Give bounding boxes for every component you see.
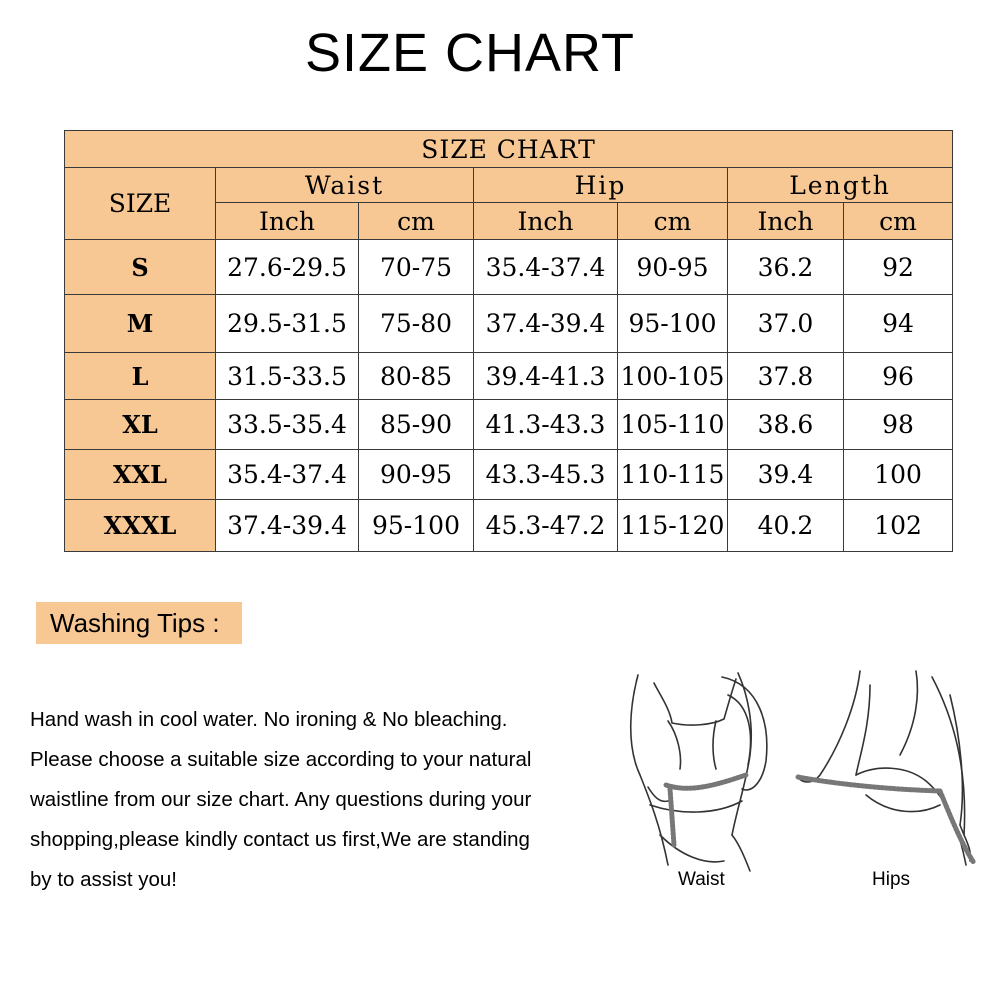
table-cell: 29.5-31.5 bbox=[216, 295, 359, 353]
unit-header: Inch bbox=[474, 203, 618, 240]
hips-caption: Hips bbox=[872, 869, 911, 890]
table-cell: 80-85 bbox=[359, 353, 474, 400]
table-cell: 39.4-41.3 bbox=[474, 353, 618, 400]
unit-header: Inch bbox=[728, 203, 844, 240]
table-cell: 37.4-39.4 bbox=[216, 500, 359, 552]
washing-tips-label: Washing Tips : bbox=[36, 602, 242, 644]
table-cell: 40.2 bbox=[728, 500, 844, 552]
washing-tips-text bbox=[30, 700, 610, 900]
table-cell: 43.3-45.3 bbox=[474, 450, 618, 500]
table-cell: 85-90 bbox=[359, 400, 474, 450]
unit-header: cm bbox=[844, 203, 953, 240]
table-caption: SIZE CHART bbox=[65, 131, 953, 168]
page-title: SIZE CHART bbox=[304, 23, 636, 83]
table-row bbox=[65, 353, 953, 400]
tips-line: Hand wash in cool water. No ironing & No bleaching. bbox=[30, 708, 508, 731]
table-row bbox=[65, 295, 953, 353]
table-cell: 37.8 bbox=[728, 353, 844, 400]
table-cell: 94 bbox=[844, 295, 953, 353]
table-cell: 90-95 bbox=[618, 240, 728, 295]
waist-figure bbox=[631, 673, 767, 871]
size-label: L bbox=[65, 353, 216, 400]
table-cell: 33.5-35.4 bbox=[216, 400, 359, 450]
table-cell: 70-75 bbox=[359, 240, 474, 295]
table-row bbox=[65, 500, 953, 552]
size-label: S bbox=[65, 240, 216, 295]
length-group-header: Length bbox=[728, 168, 953, 203]
table-row bbox=[65, 450, 953, 500]
size-label: XXXL bbox=[65, 500, 216, 552]
table-cell: 110-115 bbox=[618, 450, 728, 500]
table-cell: 35.4-37.4 bbox=[474, 240, 618, 295]
tips-line: Please choose a suitable size according to your natural bbox=[30, 748, 532, 771]
table-cell: 98 bbox=[844, 400, 953, 450]
table-cell: 41.3-43.3 bbox=[474, 400, 618, 450]
table-cell: 115-120 bbox=[618, 500, 728, 552]
table-cell: 90-95 bbox=[359, 450, 474, 500]
table-cell: 27.6-29.5 bbox=[216, 240, 359, 295]
size-chart-table bbox=[64, 130, 953, 552]
table-cell: 95-100 bbox=[618, 295, 728, 353]
table-cell: 95-100 bbox=[359, 500, 474, 552]
unit-header: cm bbox=[618, 203, 728, 240]
table-cell: 36.2 bbox=[728, 240, 844, 295]
table-cell: 92 bbox=[844, 240, 953, 295]
table-cell: 37.0 bbox=[728, 295, 844, 353]
tips-line: shopping,please kindly contact us first,We are standing bbox=[30, 828, 530, 851]
table-cell: 45.3-47.2 bbox=[474, 500, 618, 552]
table-cell: 105-110 bbox=[618, 400, 728, 450]
table-row bbox=[65, 400, 953, 450]
table-row bbox=[65, 240, 953, 295]
unit-header: Inch bbox=[216, 203, 359, 240]
hips-figure bbox=[798, 671, 974, 865]
table-cell: 35.4-37.4 bbox=[216, 450, 359, 500]
table-cell: 102 bbox=[844, 500, 953, 552]
table-cell: 39.4 bbox=[728, 450, 844, 500]
table-cell: 100-105 bbox=[618, 353, 728, 400]
table-cell: 100 bbox=[844, 450, 953, 500]
table-cell: 75-80 bbox=[359, 295, 474, 353]
size-label: M bbox=[65, 295, 216, 353]
size-column-header: SIZE bbox=[65, 168, 216, 240]
unit-header: cm bbox=[359, 203, 474, 240]
hip-group-header: Hip bbox=[474, 168, 728, 203]
size-label: XL bbox=[65, 400, 216, 450]
waist-group-header: Waist bbox=[216, 168, 474, 203]
waist-caption: Waist bbox=[678, 869, 725, 890]
table-cell: 31.5-33.5 bbox=[216, 353, 359, 400]
table-cell: 96 bbox=[844, 353, 953, 400]
tips-line: by to assist you! bbox=[30, 868, 177, 891]
size-label: XXL bbox=[65, 450, 216, 500]
measuring-illustration bbox=[620, 665, 990, 905]
tips-line: waistline from our size chart. Any questions during your bbox=[30, 788, 532, 811]
table-cell: 37.4-39.4 bbox=[474, 295, 618, 353]
table-cell: 38.6 bbox=[728, 400, 844, 450]
